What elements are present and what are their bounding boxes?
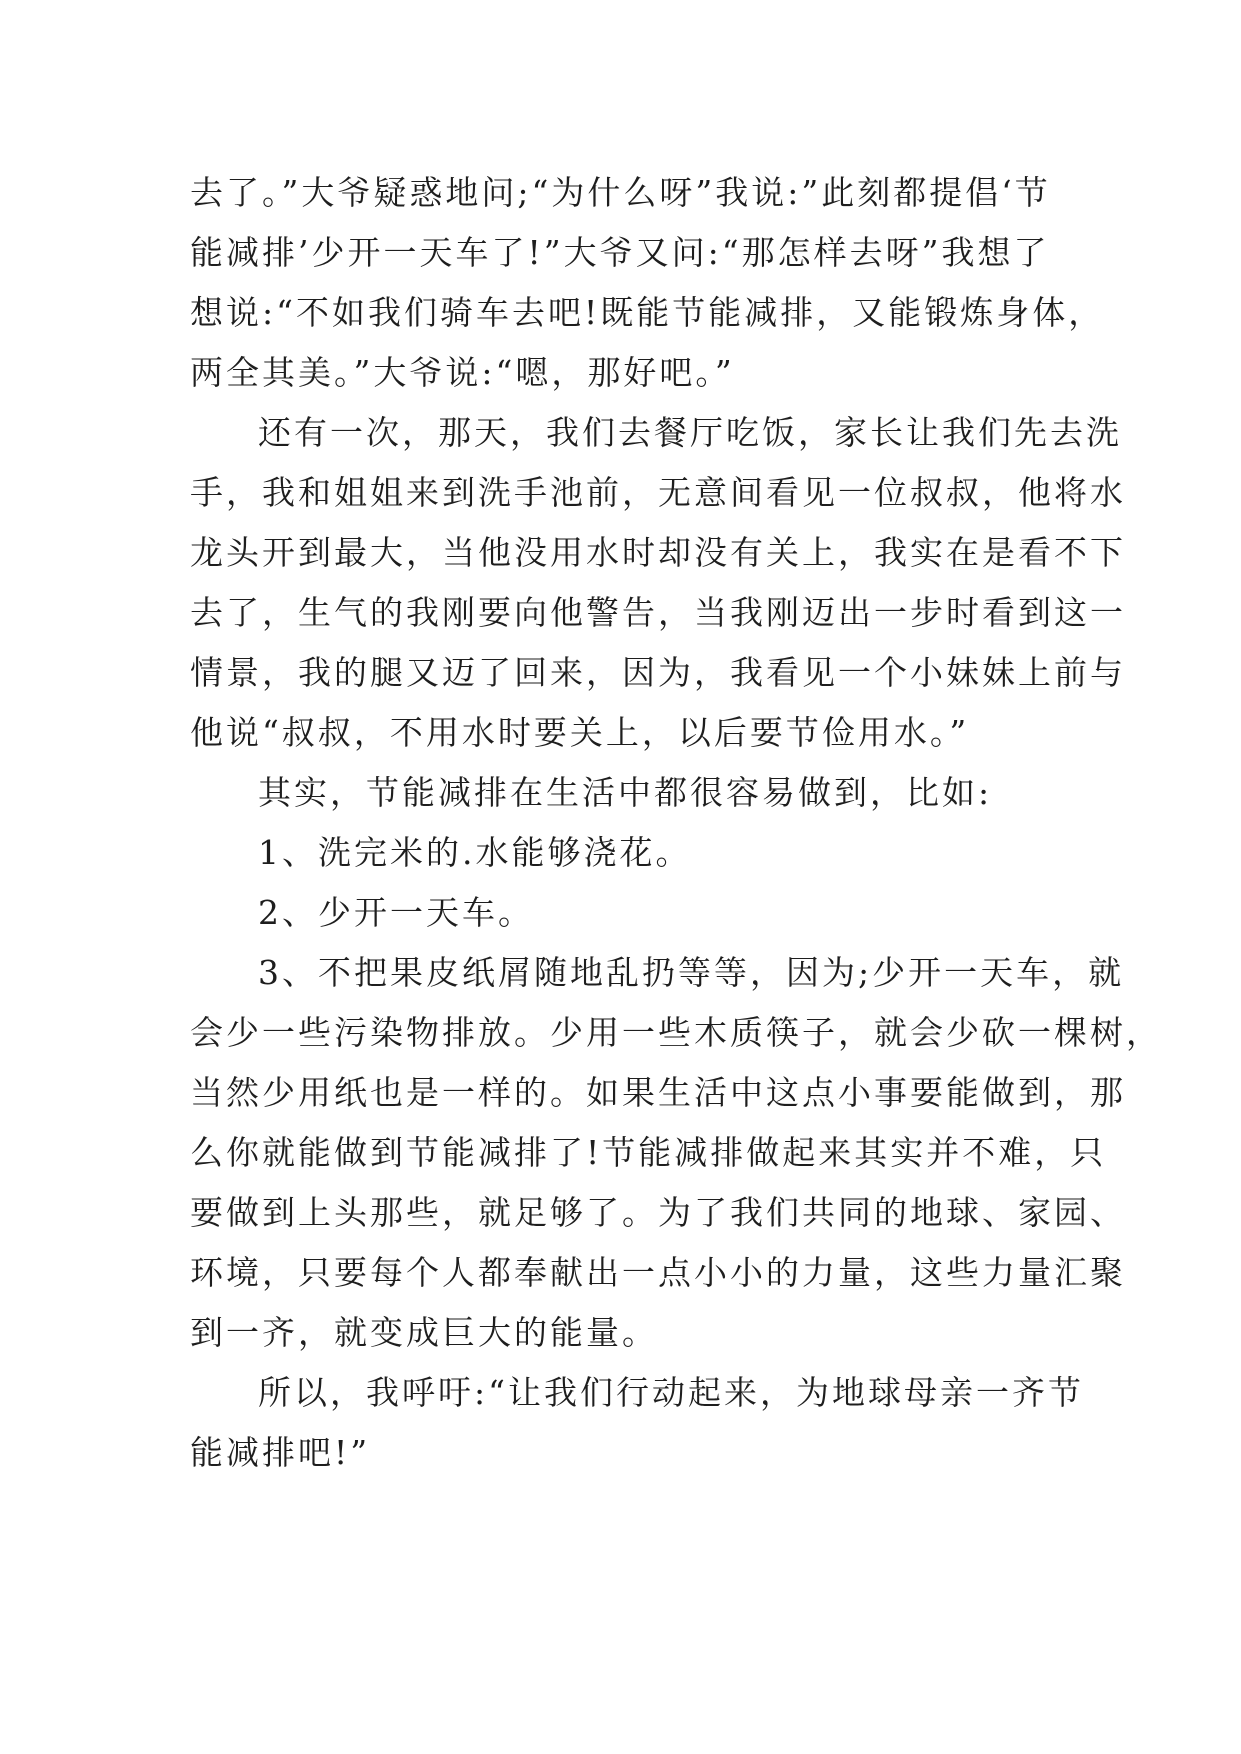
text-line: 会少一些污染物排放。少用一些木质筷子，就会少砍一棵树，: [190, 1013, 1162, 1052]
text-line: 去了。”大爷疑惑地问;“为什么呀”我说:”此刻都提倡‘节: [190, 173, 1051, 212]
essay-body: [190, 163, 1162, 1483]
text-line: 要做到上头那些，就足够了。为了我们共同的地球、家园、: [190, 1193, 1126, 1232]
text-line: 他说“叔叔，不用水时要关上，以后要节俭用水。”: [190, 713, 970, 752]
text-line: 能减排’少开一天车了!”大爷又问:“那怎样去呀”我想了: [190, 233, 1050, 272]
text-line: 去了，生气的我刚要向他警告，当我刚迈出一步时看到这一: [190, 593, 1126, 632]
text-line: 当然少用纸也是一样的。如果生活中这点小事要能做到，那: [190, 1073, 1126, 1112]
list-item-3: 3、不把果皮纸屑随地乱扔等等，因为;少开一天车，就: [258, 953, 1125, 992]
paragraph-start-line: 所以，我呼吁:“让我们行动起来，为地球母亲一齐节: [258, 1373, 1084, 1412]
text-line: 情景，我的腿又迈了回来，因为，我看见一个小妹妹上前与: [190, 653, 1126, 692]
list-item-2: 2、少开一天车。: [258, 893, 534, 932]
text-line: 么你就能做到节能减排了!节能减排做起来其实并不难，只: [190, 1133, 1107, 1172]
text-line: 手，我和姐姐来到洗手池前，无意间看见一位叔叔，他将水: [190, 473, 1126, 512]
text-line: 龙头开到最大，当他没用水时却没有关上，我实在是看不下: [190, 533, 1126, 572]
text-line: 到一齐，就变成巨大的能量。: [190, 1313, 658, 1352]
list-item-1: 1、洗完米的.水能够浇花。: [258, 833, 692, 872]
text-line: 想说:“不如我们骑车去吧!既能节能减排，又能锻炼身体，: [190, 293, 1105, 332]
text-line: 环境，只要每个人都奉献出一点小小的力量，这些力量汇聚: [190, 1253, 1126, 1292]
paragraph-start-line: 其实，节能减排在生活中都很容易做到，比如:: [258, 773, 993, 812]
text-line: 能减排吧!”: [190, 1433, 371, 1472]
text-line: 两全其美。”大爷说:“嗯，那好吧。”: [190, 353, 735, 392]
paragraph-start-line: 还有一次，那天，我们去餐厅吃饭，家长让我们先去洗: [258, 413, 1122, 452]
